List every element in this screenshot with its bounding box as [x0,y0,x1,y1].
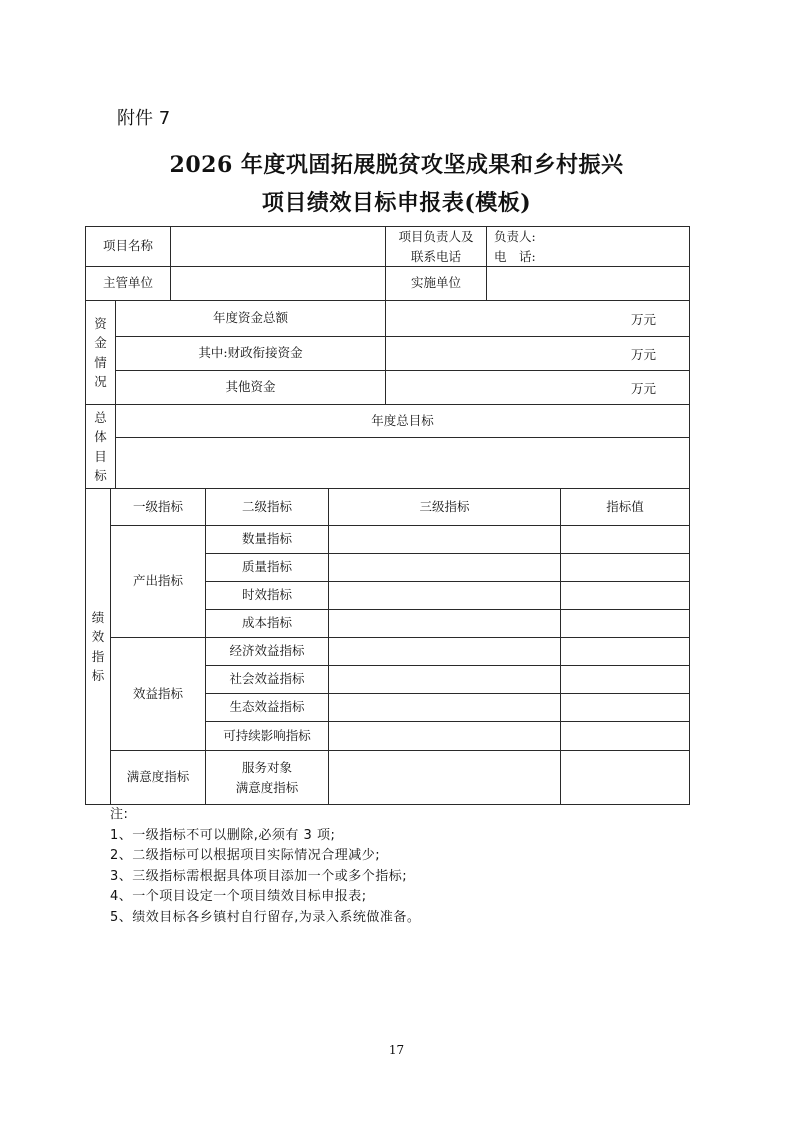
goal-label-char: 总 [94,409,107,425]
quality-indicator-label: 质量指标 [241,559,292,575]
annual-overall-goal-header: 年度总目标 [371,412,434,428]
performance-label-char: 标 [91,667,105,683]
col-header-level-1: 一级指标 [132,498,183,514]
funds-label-char: 资 [94,315,107,331]
funds-label-char: 金 [94,335,107,351]
implementing-unit-label: 实施单位 [410,275,461,291]
manager-label-line-1: 项目负责人及 [398,229,474,245]
note-item: 2、二级指标可以根据项目实际情况合理减少; [110,848,381,863]
notes-block [110,805,420,928]
page-title-line-2: 项目绩效目标申报表(模板) [261,190,532,216]
goal-label-char: 标 [94,467,107,483]
overall-goal-section-label [86,405,115,488]
col-divider [328,488,329,805]
fiscal-linkage-funds-label: 其中:财政衔接资金 [198,345,303,361]
notes-heading: 注: [110,807,129,822]
annual-total-funds-unit[interactable]: 万元 [630,312,656,328]
goal-label-char: 体 [94,429,107,445]
benefit-indicator-label: 效益指标 [132,685,183,701]
fiscal-linkage-funds-unit[interactable]: 万元 [630,347,656,363]
other-funds-label: 其他资金 [225,379,276,395]
competent-unit-label: 主管单位 [102,275,153,291]
funds-section-label [86,301,115,404]
manager-label-line-2: 联系电话 [410,248,461,264]
funds-label-char: 情 [94,354,107,370]
output-indicator-label: 产出指标 [132,573,183,589]
annual-overall-goal-field[interactable] [116,438,689,488]
timeliness-indicator-label: 时效指标 [241,587,292,603]
service-satisfaction-line-1: 服务对象 [241,760,292,776]
goal-label-char: 目 [94,448,107,464]
phone-label: 电 话: [494,248,536,264]
sustainable-impact-label: 可持续影响指标 [223,727,311,743]
note-item: 5、绩效目标各乡镇村自行留存,为录入系统做准备。 [110,909,421,925]
implementing-unit-field[interactable] [487,267,689,300]
responsible-person-label: 负责人: [494,229,536,245]
performance-label-char: 指 [91,648,105,664]
economic-benefit-label: 经济效益指标 [229,643,305,659]
responsible-contact-field[interactable] [494,227,684,266]
col-header-level-3: 三级指标 [419,498,470,514]
col-header-level-2: 二级指标 [241,498,292,514]
table-border-right [689,226,690,805]
quantity-indicator-label: 数量指标 [241,531,292,547]
service-satisfaction-label [206,751,328,804]
performance-label-char: 效 [91,629,105,645]
annual-total-funds-label: 年度资金总额 [212,310,288,326]
page-title-line-1: 2026 年度巩固拓展脱贫攻坚成果和乡村振兴 [169,152,624,178]
note-item: 3、三级指标需根据具体项目添加一个或多个指标; [110,868,408,884]
project-manager-label [386,227,486,266]
other-funds-unit[interactable]: 万元 [630,381,656,397]
note-item: 4、一个项目设定一个项目绩效目标申报表; [110,889,367,904]
project-name-label: 项目名称 [102,238,153,254]
social-benefit-label: 社会效益指标 [229,671,305,687]
note-item: 1、一级指标不可以删除,必须有 3 项; [110,827,336,843]
cost-indicator-label: 成本指标 [241,615,292,631]
page-number: 17 [388,1043,405,1057]
funds-label-char: 况 [94,373,107,389]
satisfaction-indicator-label: 满意度指标 [126,769,190,785]
performance-label-char: 绩 [91,609,105,625]
attachment-label: 附件 7 [117,108,171,129]
competent-unit-field[interactable] [171,267,385,300]
ecological-benefit-label: 生态效益指标 [229,699,305,715]
project-name-field[interactable] [171,227,385,266]
col-divider [560,488,561,805]
performance-section-label [86,489,110,804]
col-header-indicator-value: 指标值 [606,498,644,514]
service-satisfaction-line-2: 满意度指标 [235,779,299,795]
